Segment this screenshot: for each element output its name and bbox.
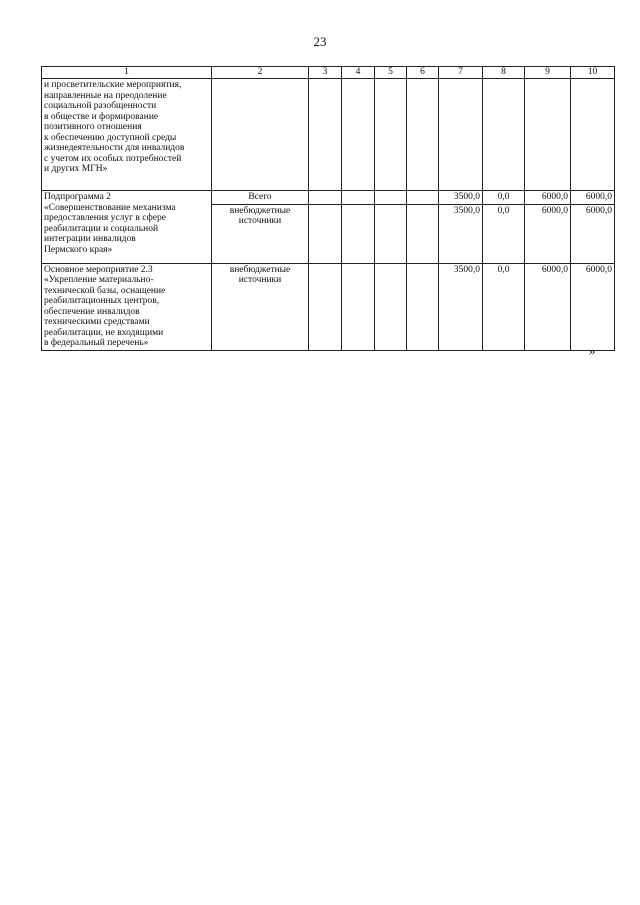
empty-cell (375, 191, 407, 205)
empty-cell (407, 263, 439, 350)
empty-cell (375, 263, 407, 350)
budget-table (41, 66, 615, 351)
value-cell: 6000,0 (571, 204, 615, 263)
funding-source-cell: внебюджетные источники (212, 204, 309, 263)
empty-cell (309, 191, 342, 205)
column-header: 5 (375, 67, 407, 79)
column-header: 10 (571, 67, 615, 79)
closing-quote-mark: » (589, 343, 596, 358)
value-cell: 3500,0 (439, 204, 483, 263)
table-row (42, 79, 615, 191)
empty-cell (375, 204, 407, 263)
empty-cell (483, 79, 525, 191)
table-row (42, 263, 615, 350)
value-cell: 6000,0 (525, 191, 571, 205)
empty-cell (407, 204, 439, 263)
empty-cell (309, 79, 342, 191)
funding-source-cell: внебюджетные источники (212, 263, 309, 350)
empty-cell (342, 79, 375, 191)
empty-cell (309, 204, 342, 263)
empty-cell (212, 79, 309, 191)
value-cell: 0,0 (483, 204, 525, 263)
activity-name-cell: Основное мероприятие 2.3 «Укрепление материально- технической базы, оснащение реабилитационных центров, обеспечение инвалидов техническими средствами реабилитации, не входящими в федеральный перечень» (42, 263, 212, 350)
empty-cell (439, 79, 483, 191)
empty-cell (375, 79, 407, 191)
empty-cell (407, 79, 439, 191)
value-cell: 6000,0 (525, 204, 571, 263)
column-header: 8 (483, 67, 525, 79)
activity-name-cell: и просветительские мероприятия, направленные на преодоление социальной разобщенности в обществе и формирование позитивного отношения к обеспечению доступной среды жизнедеятельности для инвалидов с учетом их особых потребностей и других МГН» (42, 79, 212, 191)
funding-source-cell: Всего (212, 191, 309, 205)
value-cell: 3500,0 (439, 263, 483, 350)
empty-cell (525, 79, 571, 191)
empty-cell (407, 191, 439, 205)
empty-cell (309, 263, 342, 350)
column-header: 4 (342, 67, 375, 79)
value-cell: 6000,0 (571, 191, 615, 205)
column-header: 9 (525, 67, 571, 79)
value-cell: 6000,0 (571, 263, 615, 350)
column-header: 2 (212, 67, 309, 79)
empty-cell (571, 79, 615, 191)
column-header: 1 (42, 67, 212, 79)
empty-cell (342, 263, 375, 350)
value-cell: 3500,0 (439, 191, 483, 205)
value-cell: 6000,0 (525, 263, 571, 350)
page-number: 23 (313, 34, 327, 49)
header-row (42, 67, 615, 79)
column-header: 3 (309, 67, 342, 79)
table-row (42, 191, 615, 205)
empty-cell (342, 191, 375, 205)
column-header: 7 (439, 67, 483, 79)
activity-name-cell: Подпрограмма 2 «Совершенствование механизма предоставления услуг в сфере реабилитации и социальной интеграции инвалидов Пермского края» (42, 191, 212, 264)
value-cell: 0,0 (483, 263, 525, 350)
empty-cell (342, 204, 375, 263)
column-header: 6 (407, 67, 439, 79)
value-cell: 0,0 (483, 191, 525, 205)
